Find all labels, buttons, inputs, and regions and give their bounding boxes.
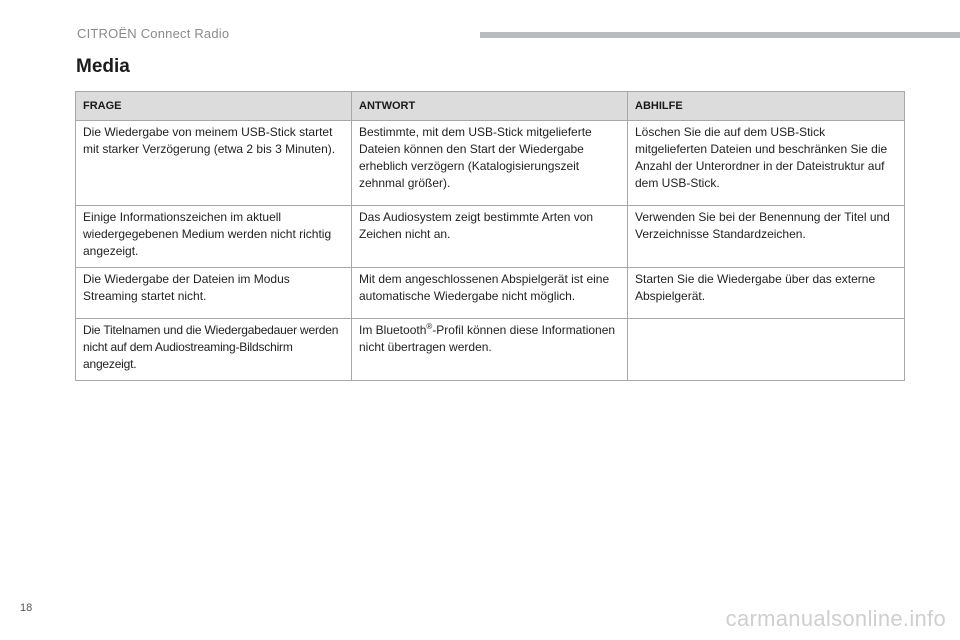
answer-cell: Bestimmte, mit dem USB-Stick mitgelieferte Dateien können den Start der Wiedergabe erheblich verzögern (Katalogisierungszeit zehnmal größer).	[352, 121, 628, 206]
remedy-cell: Löschen Sie die auf dem USB-Stick mitgelieferten Dateien und beschränken Sie die Anzahl der Unterordner in der Dateistruktur auf dem USB-Stick.	[628, 121, 905, 206]
answer-text-start: Im Bluetooth	[359, 323, 427, 337]
remedy-cell	[628, 319, 905, 381]
answer-cell: Mit dem angeschlossenen Abspielgerät ist eine automatische Wiedergabe nicht möglich.	[352, 268, 628, 319]
answer-text-end: -Profil können diese Informationen nicht übertragen werden.	[359, 323, 616, 354]
column-header-remedy: ABHILFE	[628, 92, 905, 121]
table-row	[76, 268, 905, 319]
faq-table	[75, 91, 905, 381]
table-row	[76, 319, 905, 381]
section-title: Media	[76, 56, 130, 77]
question-cell: Einige Informationszeichen im aktuell wiedergegebenen Medium werden nicht richtig angezeigt.	[76, 206, 352, 268]
column-header-answer: ANTWORT	[352, 92, 628, 121]
column-header-question: FRAGE	[76, 92, 352, 121]
answer-cell: Das Audiosystem zeigt bestimmte Arten von Zeichen nicht an.	[352, 206, 628, 268]
question-cell: Die Wiedergabe der Dateien im Modus Streaming startet nicht.	[76, 268, 352, 319]
page-number: 18	[20, 602, 33, 614]
remedy-cell: Starten Sie die Wiedergabe über das externe Abspielgerät.	[628, 268, 905, 319]
answer-cell	[352, 319, 628, 381]
question-cell: Die Wiedergabe von meinem USB-Stick startet mit starker Verzögerung (etwa 2 bis 3 Minuten).	[76, 121, 352, 206]
question-cell: Die Titelnamen und die Wiedergabedauer werden nicht auf dem Audiostreaming-Bildschirm angezeigt.	[76, 319, 352, 381]
table-row	[76, 206, 905, 268]
table-header-row	[76, 92, 905, 121]
remedy-cell: Verwenden Sie bei der Benennung der Titel und Verzeichnisse Standardzeichen.	[628, 206, 905, 268]
running-header-title: CITROËN Connect Radio	[77, 26, 230, 41]
watermark-text: carmanualsonline.info	[725, 606, 946, 631]
registered-mark: ®	[426, 322, 433, 331]
table-row	[76, 121, 905, 206]
header-rule-bar	[480, 32, 960, 38]
